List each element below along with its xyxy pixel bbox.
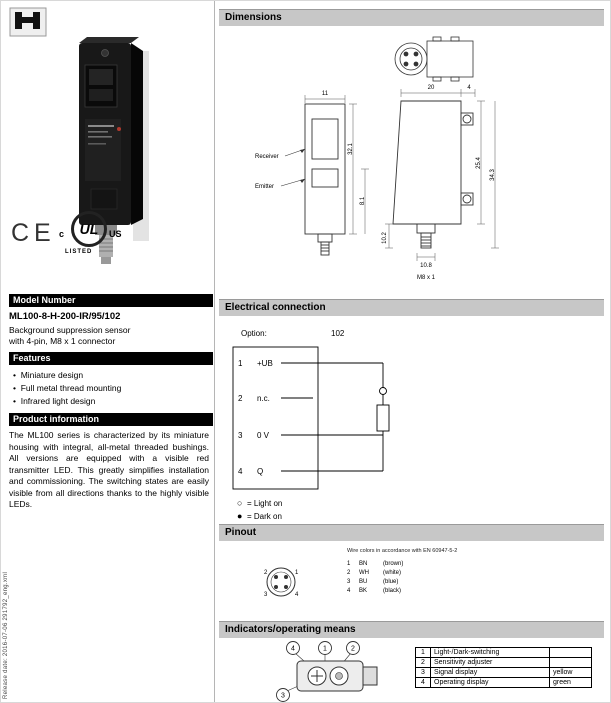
indicators-table-row [416,677,591,687]
feature-item-label: Miniature design [20,370,84,380]
pin-row [347,560,403,569]
pinout-wire-table [347,560,403,596]
indicator-label: Signal display [430,668,549,677]
indicator-value: green [549,678,591,687]
feature-item-label: Infrared light design [20,396,96,406]
terminal-label: Q [257,467,264,476]
product-info-body: The ML100 series is characterized by its miniature housing with integral, all-metal threaded bushings. All versions are equipped with a visible red transmitter LED. This greatly simplifies installation and commissioning. The switching states are easily visible from all directions thanks to the highly visible LEDs. [9,430,209,509]
pin-num: 1 [347,561,351,567]
dark-on-symbol: ● [237,511,243,521]
legend-light-text: = Light on [247,499,283,508]
electrical-legend [237,497,282,523]
pin-row [347,569,403,578]
indicator-num: 1 [421,649,425,656]
dim-bottom-left: 10.2 [382,232,388,244]
pin-face-num-2: 2 [264,570,268,576]
indicators-table-row [416,648,591,657]
dim-side-h2: 34.3 [490,169,496,181]
light-on-symbol: ○ [237,498,243,508]
ul-c-label: c [59,229,65,239]
model-number-value: ML100-8-H-200-IR/95/102 [9,311,121,322]
ce-mark: CE [11,219,56,247]
pin-code: BN [359,561,368,567]
indicators-header: Indicators/operating means [219,621,604,638]
dim-side-h1: 25.4 [476,157,482,169]
pin-num: 3 [347,579,351,585]
pin-color: (brown) [383,561,404,567]
pin-code: WH [359,570,369,576]
indicator-value: yellow [549,668,591,677]
ul-us-label: US [109,229,122,239]
pinout-section [219,544,604,619]
indicator-num: 3 [421,669,425,676]
dim-bottom-width: 10.8 [420,263,432,269]
receiver-label: Receiver [255,154,279,160]
pin-row [347,587,403,596]
indicators-table-row [416,667,591,677]
terminal-label: +UB [257,359,273,368]
ul-mark [59,211,123,263]
model-desc-line2: with 4-pin, M8 x 1 connector [9,336,116,346]
pin-color: (white) [383,570,402,576]
terminal-label: n.c. [257,394,270,403]
dim-front-lower: 8.1 [360,196,366,206]
pin-code: BK [359,588,368,594]
indicators-drawing [269,639,409,703]
pinout-connector-diagram [257,560,305,609]
features-header: Features [9,352,213,365]
pin-face-num-1: 1 [295,570,299,576]
pin-row [347,578,403,587]
column-divider [214,1,215,703]
callout-2: 2 [351,645,355,653]
terminal-num: 1 [238,359,243,368]
electrical-header: Electrical connection [219,299,604,316]
brand-logo-icon [9,7,47,42]
dim-front-height: 32.1 [348,143,354,155]
feature-item: • Miniature design [13,370,84,380]
indicator-num: 2 [421,659,425,666]
pin-face-num-3: 3 [264,592,268,598]
legend-dark-text: = Dark on [247,512,282,521]
pin-num: 4 [347,588,351,594]
option-label: Option: [241,329,267,338]
dim-side-offset: 4 [467,85,471,91]
callout-4: 4 [291,645,295,653]
dim-front-width: 11 [321,91,329,97]
pinout-header: Pinout [219,524,604,541]
indicators-table-row [416,657,591,667]
indicator-label: Light-/Dark-switching [430,648,549,657]
indicator-value [549,648,591,657]
dimensions-drawing [219,29,604,296]
indicator-label: Sensitivity adjuster [430,658,549,667]
terminal-num: 4 [238,467,243,476]
electrical-diagram [223,343,433,498]
legend-dark-on [237,510,282,523]
indicator-num: 4 [421,679,425,686]
terminal-label: 0 V [257,431,270,440]
indicator-value [549,658,591,667]
ul-circle: UL [71,211,107,247]
legend-light-on [237,497,282,510]
features-list [13,369,121,408]
terminal-num: 3 [238,431,243,440]
pin-num: 2 [347,570,351,576]
pin-face-num-4: 4 [295,592,299,598]
product-info-header: Product information [9,413,213,426]
ul-listed-label: LISTED [65,249,93,255]
electrical-section [219,319,604,524]
dim-side-width: 20 [427,85,435,91]
emitter-label: Emitter [255,184,275,190]
feature-item: • Infrared light design [13,396,96,406]
indicators-section [219,639,604,703]
indicator-label: Operating display [430,678,549,687]
indicators-table [415,647,592,688]
feature-item: • Full metal thread mounting [13,383,122,393]
pinout-note: Wire colors in accordance with EN 60947-5-2 [347,548,458,554]
model-number-header: Model Number [9,294,213,307]
pin-color: (black) [383,588,402,594]
option-value: 102 [331,329,345,338]
release-note: Release date: 2016-07-06 291792_eng.xml [3,571,9,699]
pin-code: BU [359,579,368,585]
callout-3: 3 [281,692,285,700]
callout-1: 1 [323,645,327,653]
pin-color: (blue) [383,579,399,585]
dim-thread: M8 x 1 [416,275,436,281]
feature-item-label: Full metal thread mounting [20,383,122,393]
model-desc-line1: Background suppression sensor [9,325,131,335]
dimensions-header: Dimensions [219,9,604,26]
terminal-num: 2 [238,394,243,403]
